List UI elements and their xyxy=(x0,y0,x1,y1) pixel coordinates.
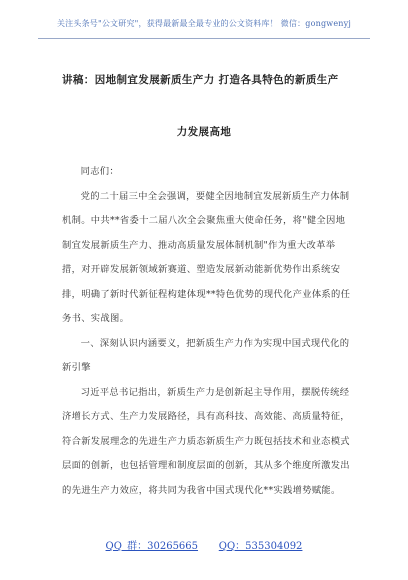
document-title-line2: 力发展高地 xyxy=(176,126,232,138)
section-heading: 一、深刻认识内涵要义，把新质生产力作为实现中国式现代化的新引擎 xyxy=(62,337,350,373)
header-banner: 关注头条号"公文研究"，获得最新最全最专业的公文资料库！ 微信：gongwenyj xyxy=(56,19,352,28)
qq-group-link[interactable]: QQ 群：30265665 xyxy=(105,541,199,552)
footer-spacer xyxy=(203,541,213,552)
paragraph: 党的二十届三中全会强调，要健全因地制宜发展新质生产力体制机制。中共**省委十二届八次全会聚焦重大使命任务，将"健全因地制宜发展新质生产力、推动高质量发展体制机制"作为重大改革举措，对开辟发展新领域新赛道、塑造发展新动能新优势作出系统安排，明确了新时代新征程构建体现**特色优势的现代化产业体系的任务书、实战图。 xyxy=(62,190,351,324)
footer-contacts xyxy=(0,537,408,552)
qq-contact-link[interactable]: QQ：535304092 xyxy=(218,541,303,552)
document-title-line1: 讲稿：因地制宜发展新质生产力 打造各具特色的新质生产 xyxy=(62,74,339,86)
paragraph: 习近平总书记指出，新质生产力是创新起主导作用，摆脱传统经济增长方式、生产力发展路径，具有高科技、高效能、高质量特征，符合新发展理念的先进生产力质态新质生产力既包括技术和业态模式层面的创新，也包括管理和制度层面的创新，其从多个维度所激发出的先进生产力效应，将共同为我省中国式现代化**实践增势赋能。 xyxy=(62,386,350,496)
header-divider xyxy=(38,38,370,39)
document-body xyxy=(62,160,352,503)
salutation: 同志们： xyxy=(80,166,119,177)
